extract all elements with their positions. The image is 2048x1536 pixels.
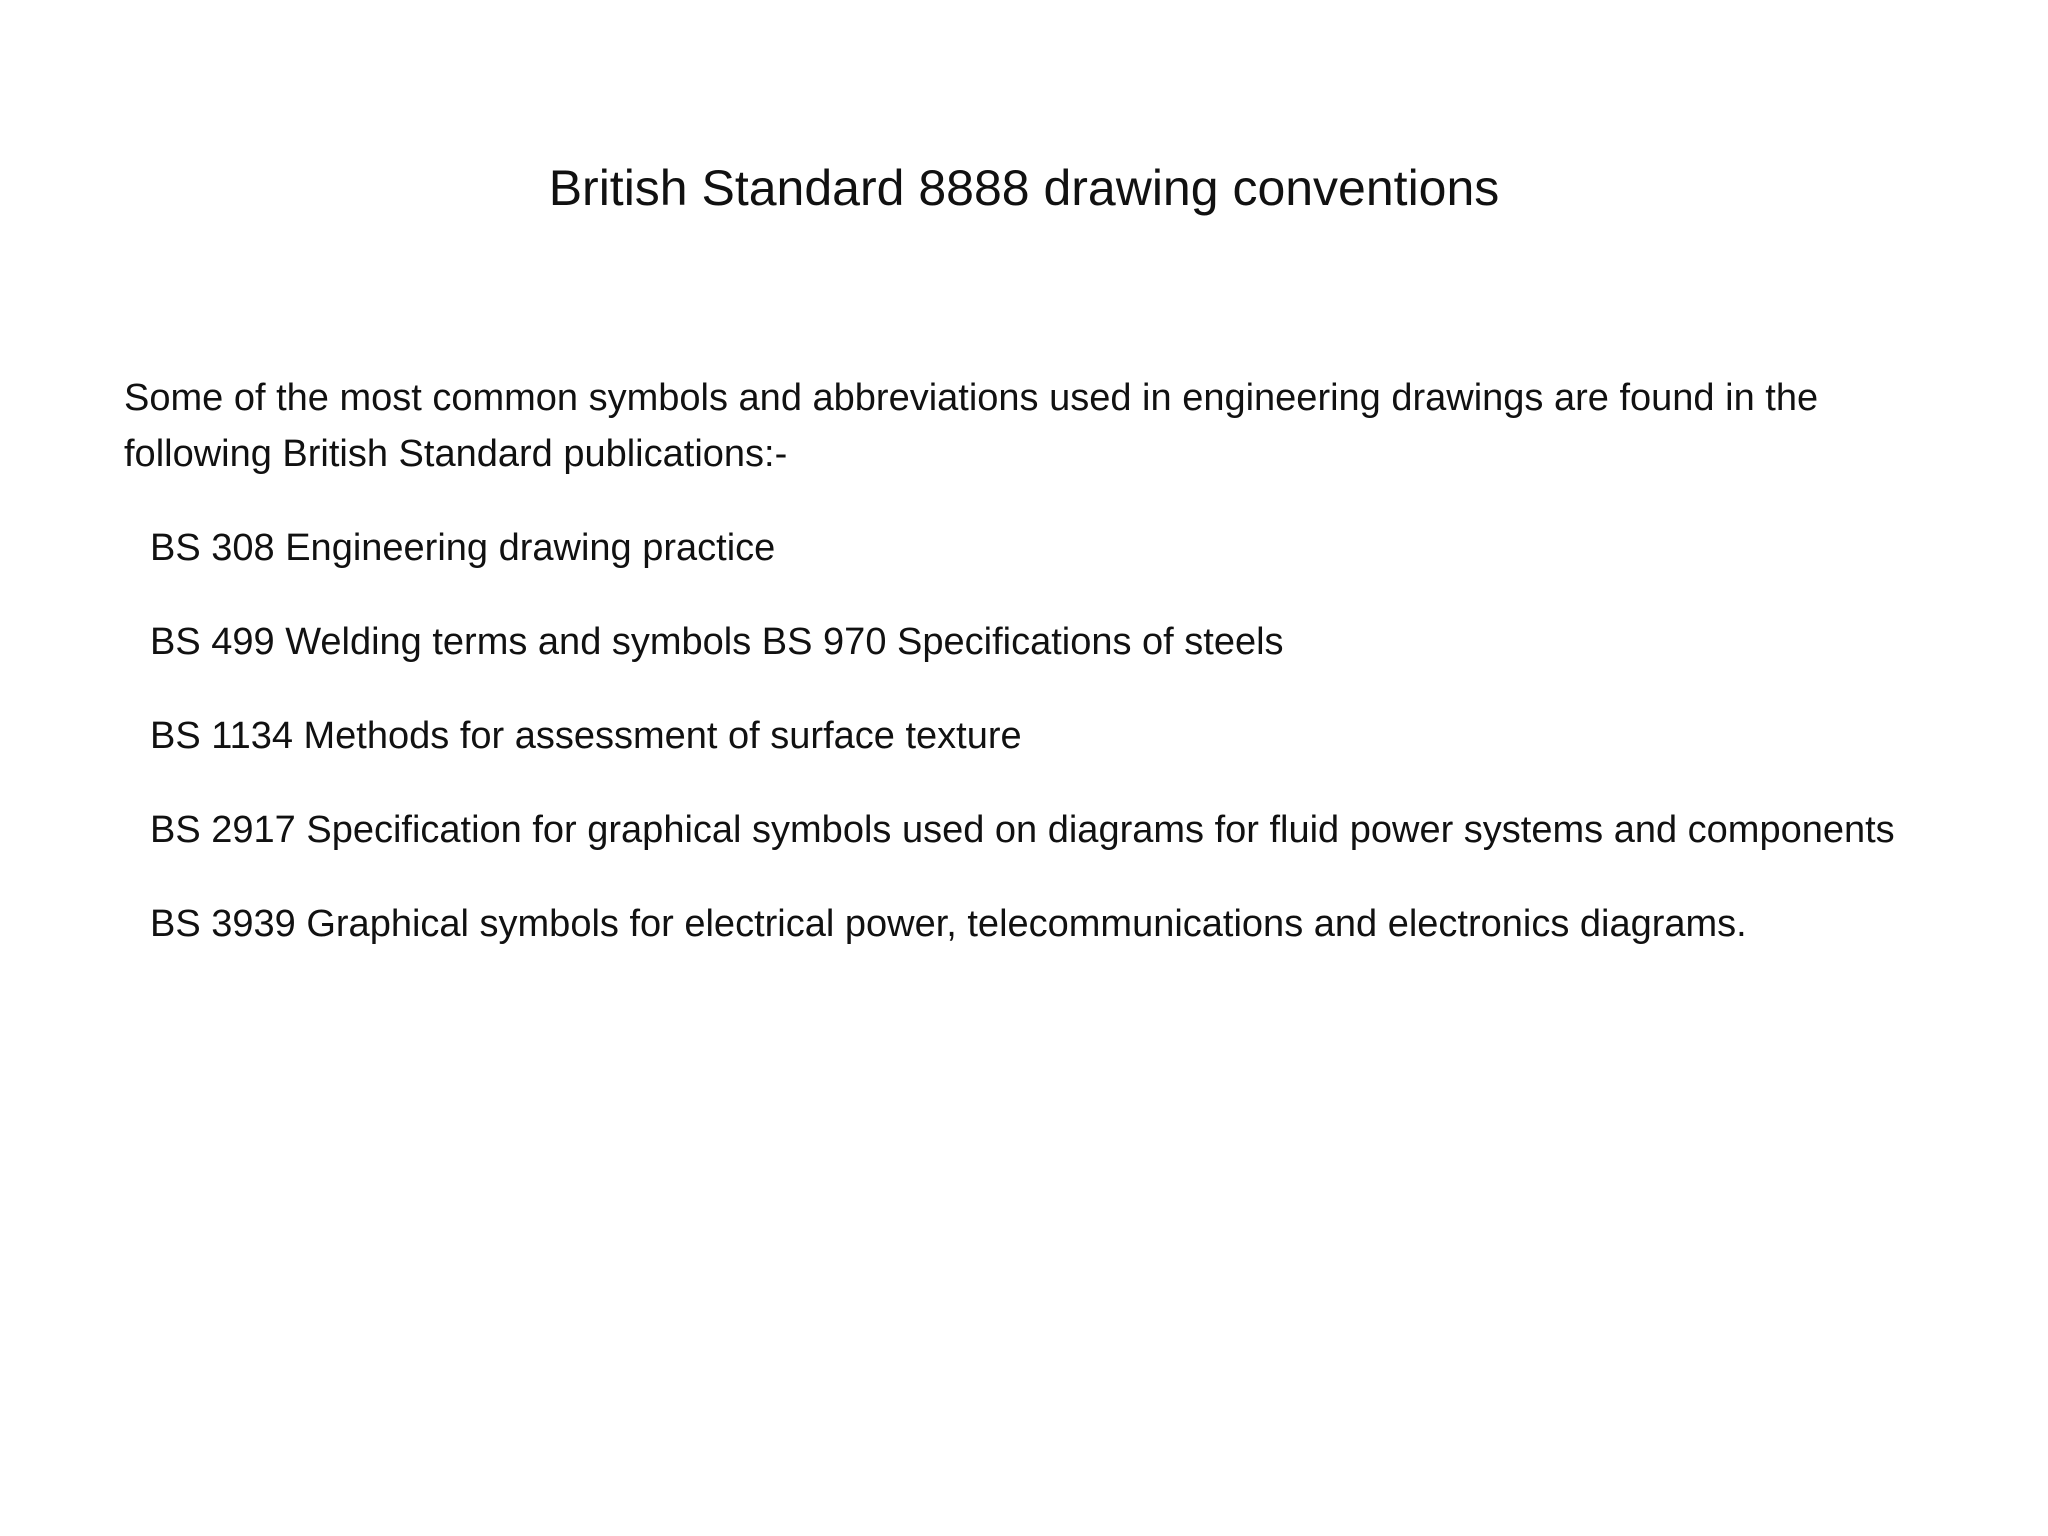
list-item: BS 1134 Methods for assessment of surface texture bbox=[150, 715, 1022, 757]
list-item: BS 3939 Graphical symbols for electrical power, telecommunications and electronics diagrams. bbox=[150, 903, 1747, 945]
intro-paragraph: Some of the most common symbols and abbreviations used in engineering drawings are found in the following British Standard publications:- bbox=[124, 377, 1819, 475]
list-item: BS 2917 Specification for graphical symbols used on diagrams for fluid power systems and components bbox=[150, 809, 1895, 851]
page-title: British Standard 8888 drawing conventions bbox=[548, 160, 1500, 216]
list-item: BS 499 Welding terms and symbols BS 970 Specifications of steels bbox=[150, 621, 1284, 663]
standards-list bbox=[150, 520, 1940, 990]
list-item: BS 308 Engineering drawing practice bbox=[150, 527, 776, 569]
